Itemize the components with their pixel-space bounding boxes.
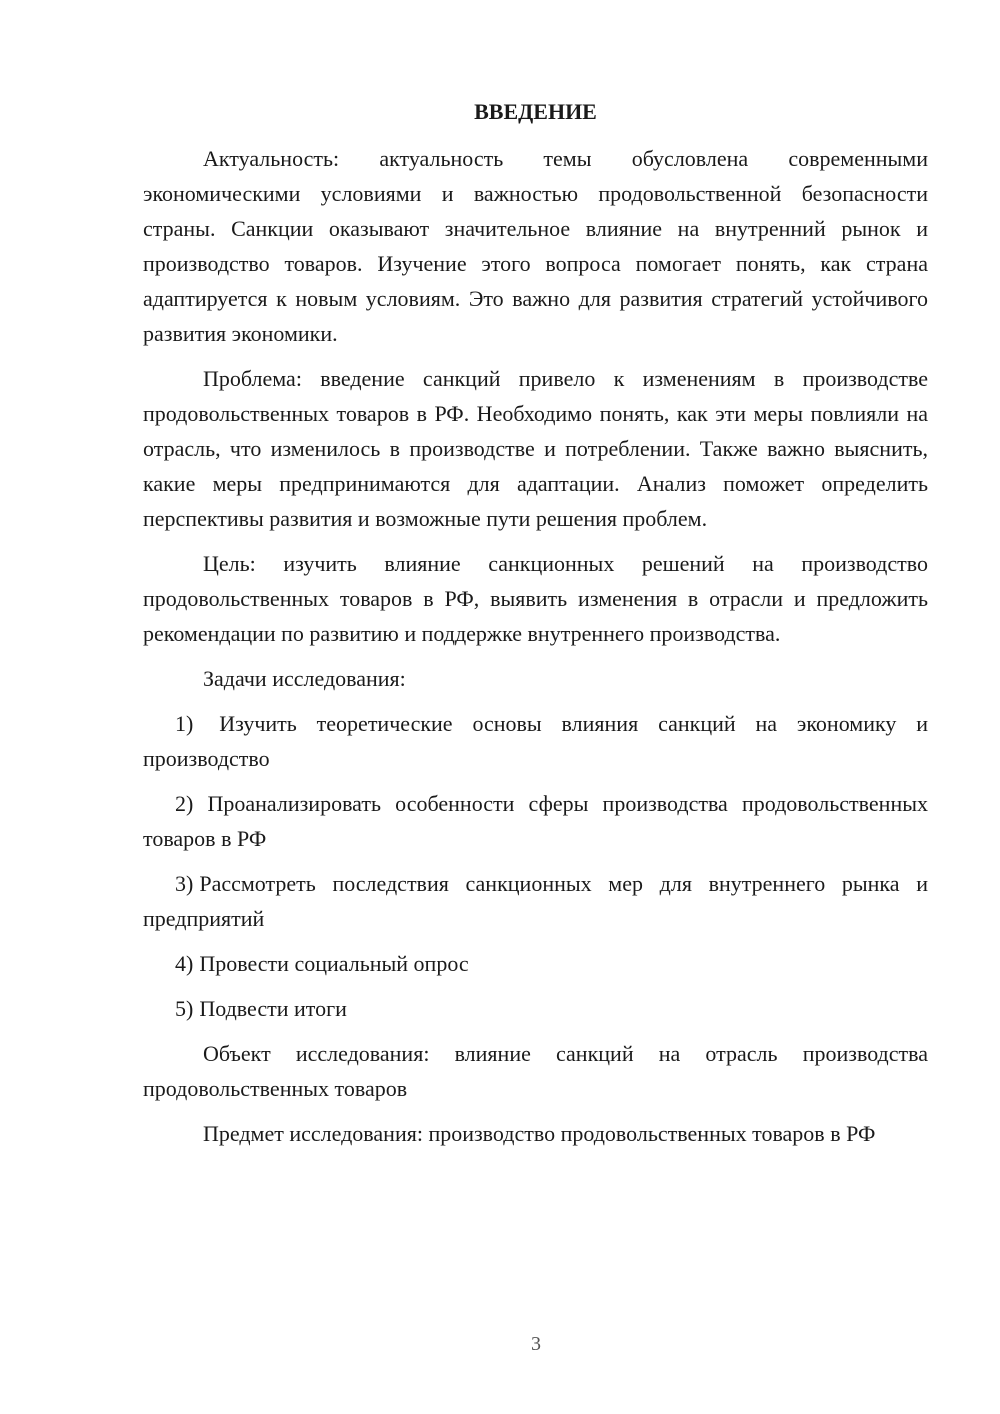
task-item xyxy=(143,786,928,856)
problem-paragraph: Проблема: введение санкций привело к изменениям в производстве продовольственных товаров в РФ. Необходимо понять, как эти меры повлияли на отрасль, что изменилось в производстве и потреблении. Также важно выяснить, какие меры предпринимаются для адаптации. Анализ поможет определить перспективы развития и возможные пути решения проблем. xyxy=(143,366,928,531)
task-text: Подвести итоги xyxy=(199,996,347,1021)
task-item xyxy=(143,991,928,1026)
task-number: 5) xyxy=(175,996,194,1021)
section-title: ВВЕДЕНИЕ xyxy=(474,99,597,124)
task-number: 2) xyxy=(175,791,194,816)
tasks-heading: Задачи исследования: xyxy=(203,666,406,691)
task-text: Рассмотреть последствия санкционных мер для внутреннего рынка и предприятий xyxy=(143,871,928,931)
task-text: Изучить теоретические основы влияния санкций на экономику и производство xyxy=(143,711,928,771)
task-item xyxy=(143,946,928,981)
task-item xyxy=(143,706,928,776)
task-item xyxy=(143,866,928,936)
task-text: Проанализировать особенности сферы производства продовольственных товаров в РФ xyxy=(143,791,928,851)
subject-paragraph: Предмет исследования: производство продовольственных товаров в РФ xyxy=(203,1121,876,1146)
object-paragraph: Объект исследования: влияние санкций на отрасль производства продовольственных товаров xyxy=(143,1041,928,1101)
task-text: Провести социальный опрос xyxy=(199,951,469,976)
task-number: 4) xyxy=(175,951,194,976)
document-body xyxy=(143,94,928,1161)
goal-paragraph: Цель: изучить влияние санкционных решений на производство продовольственных товаров в РФ, выявить изменения в отрасли и предложить рекомендации по развитию и поддержке внутреннего производства. xyxy=(143,551,928,646)
task-number: 3) xyxy=(175,871,194,896)
relevance-paragraph: Актуальность: актуальность темы обусловлена современными экономическими условиями и важностью продовольственной безопасности страны. Санкции оказывают значительное влияние на внутренний рынок и производство товаров. Изучение этого вопроса помогает понять, как страна адаптируется к новым условиям. Это важно для развития стратегий устойчивого развития экономики. xyxy=(143,146,928,346)
task-number: 1) xyxy=(175,711,194,736)
page-number: 3 xyxy=(531,1333,541,1355)
tasks-list xyxy=(143,706,928,1026)
